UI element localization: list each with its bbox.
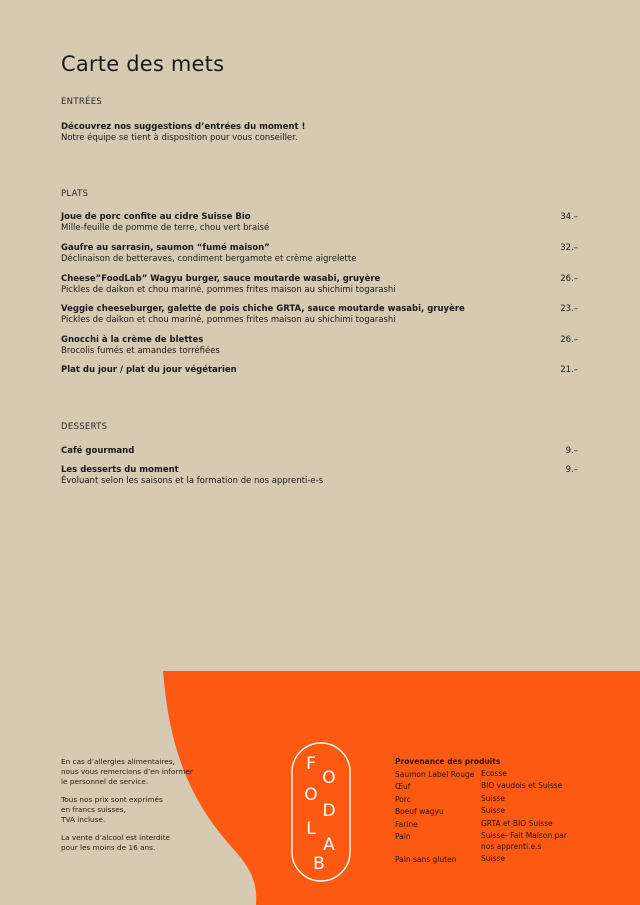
dessert-price: 9.– [565, 446, 578, 456]
page-title: Carte des mets [61, 52, 225, 76]
dessert-description: Évoluant selon les saisons et la formation de nos apprenti-e-s [61, 476, 324, 486]
note-line: le personnel de service. [61, 777, 149, 786]
dish-price: 26.– [560, 274, 578, 284]
note-line: nous vous remercions d’en informer [61, 767, 193, 776]
product: Porc [395, 794, 411, 804]
product: Pain sans gluten [395, 855, 457, 864]
menu-item [61, 465, 578, 487]
provenance-row [395, 793, 506, 807]
origin: Suisse [481, 793, 506, 803]
menu-item [61, 335, 578, 357]
dessert-name: Café gourmand [61, 446, 135, 456]
product: Œuf [395, 782, 411, 791]
origin: Ecosse [481, 768, 507, 778]
product: Farine [395, 819, 418, 829]
entrees-intro [61, 122, 305, 144]
logo-letter: D [322, 801, 336, 821]
section-heading-desserts: DESSERTS [61, 422, 108, 432]
menu-item [61, 365, 578, 376]
note-line: TVA incluse. [61, 815, 106, 824]
dish-description: Mille-feuille de pomme de terre, chou vert braisé [61, 223, 270, 233]
dish-price: 23.– [560, 304, 578, 314]
logo-letter: A [323, 835, 335, 855]
menu-item [61, 212, 578, 234]
provenance-row [395, 818, 553, 832]
product: Pain [395, 832, 411, 841]
dish-price: 32.– [560, 243, 578, 253]
product: Saumon Label Rouge [395, 769, 475, 779]
footer-notes [61, 757, 193, 861]
section-heading-entrees: ENTRÉES [61, 97, 103, 107]
dish-name: Veggie cheeseburger, galette de pois chiche GRTA, sauce moutarde wasabi, gruyère [61, 304, 465, 314]
logo-letter: O [322, 768, 336, 788]
provenance-heading: Provenance des produits [395, 757, 501, 766]
menu-item [61, 446, 578, 457]
menu-item [61, 304, 578, 326]
origin: GRTA et BIO Suisse [481, 818, 553, 828]
dish-price: 26.– [560, 335, 578, 345]
dish-description: Pickles de daikon et chou mariné, pommes frites maison au shichimi togarashi [61, 285, 396, 295]
dish-name: Gaufre au sarrasin, saumon “fumé maison” [61, 243, 270, 253]
dish-price: 34.– [560, 212, 578, 222]
allergy-note [61, 757, 193, 787]
note-line: La vente d’alcool est interdite [61, 833, 171, 842]
origin: Suisse [481, 806, 506, 815]
note-line: En cas d’allergies alimentaires, [61, 757, 175, 766]
dish-description: Brocolis fumés et amandes torréfiées [61, 346, 220, 356]
origin: Suisse [481, 854, 506, 863]
section-heading-plats: PLATS [61, 189, 89, 199]
origin: Suisse- Fait Maison par nos apprenti.e.s [481, 831, 567, 851]
entrees-intro-text: Notre équipe se tient à disposition pour vous conseiller. [61, 133, 298, 143]
entrees-intro-bold: Découvrez nos suggestions d’entrées du moment ! [61, 122, 306, 132]
dish-name: Cheese”FoodLab” Wagyu burger, sauce moutarde wasabi, gruyère [61, 274, 381, 284]
menu-item [61, 274, 578, 296]
provenance-table [395, 756, 567, 867]
product: Boeuf wagyu [395, 807, 444, 816]
dish-name: Gnocchi à la crème de blettes [61, 335, 204, 345]
origin: BIO vaudois et Suisse [481, 781, 563, 790]
provenance-row [395, 831, 567, 854]
dish-name: Plat du jour / plat du jour végétarien [61, 365, 237, 375]
note-line: en francs suisses, [61, 805, 126, 814]
menu-item [61, 243, 578, 265]
alcohol-note [61, 833, 193, 853]
logo-letter: F [306, 754, 316, 774]
logo-letter: L [306, 819, 316, 839]
provenance-row [395, 781, 563, 794]
prices-note [61, 795, 193, 825]
provenance-row [395, 854, 506, 867]
dish-price: 21.– [560, 365, 578, 375]
dish-name: Joue de porc confite au cidre Suisse Bio [61, 212, 251, 222]
dessert-price: 9.– [565, 465, 578, 475]
provenance-row [395, 768, 507, 782]
note-line: pour les moins de 16 ans. [61, 843, 156, 852]
foodlab-logo [291, 742, 351, 882]
dish-description: Déclinaison de betteraves, condiment bergamote et crème aigrelette [61, 254, 357, 264]
logo-letter: B [313, 854, 325, 874]
dessert-name: Les desserts du moment [61, 465, 179, 475]
logo-letter: O [304, 785, 318, 805]
note-line: Tous nos prix sont exprimés [61, 795, 163, 804]
provenance-row [395, 806, 506, 819]
dish-description: Pickles de daikon et chou mariné, pommes frites maison au shichimi togarashi [61, 315, 396, 325]
